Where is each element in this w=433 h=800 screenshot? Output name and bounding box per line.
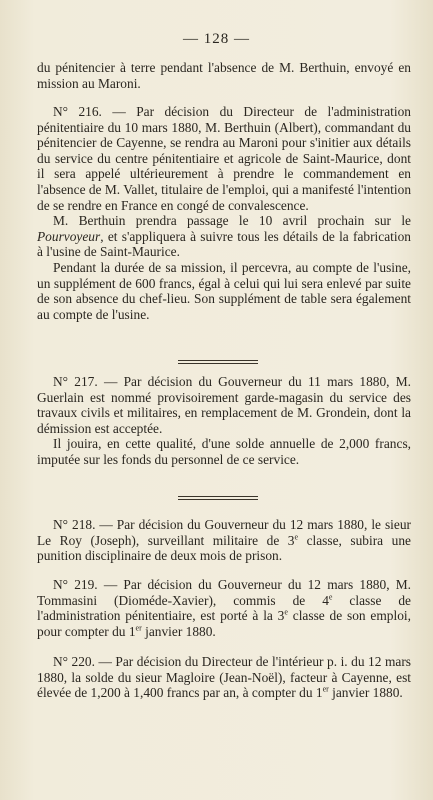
decision-218-text-b: classe, subira une punition disciplinaire de deux mois de prison. <box>37 532 411 564</box>
decision-217-para-2: Il jouira, en cette qualité, d'une solde annuelle de 2,000 francs, imputée sur les fonds du personnel de ce service. <box>37 436 411 467</box>
decision-217-para-1: N° 217. — Par décision du Gouverneur du 11 mars 1880, M. Guerlain est nommé provisoirement garde-magasin du service des travaux civils et militaires, en remplacement de M. Grondein, dont la démission est acceptée. <box>37 374 411 436</box>
decision-218-para <box>37 517 411 564</box>
decision-219-text-d: janvier 1880. <box>141 623 216 639</box>
decision-216-para-2-b: , et s'appliquera à suivre tous les détails de la fabrication à l'usine de Saint-Maurice. <box>37 228 411 260</box>
separator-rule-1 <box>178 360 258 361</box>
separator-rule-2 <box>178 496 258 497</box>
decision-218-sup: e <box>294 532 299 542</box>
decision-219-text-b: classe de l'administration pénitentiaire, est porté à la 3 <box>37 592 411 624</box>
decision-220-para <box>37 654 411 701</box>
decision-216-para-2 <box>37 213 411 260</box>
decision-219-para <box>37 577 411 639</box>
decision-217 <box>37 374 411 468</box>
decision-219-sup-3: er <box>135 623 142 633</box>
page-number: — 128 — <box>183 31 250 47</box>
decision-219-sup-1: e <box>328 592 333 602</box>
decision-216-para-1: N° 216. — Par décision du Directeur de l'administration pénitentiaire du 10 mars 1880, M. Berthuin (Albert), commandant du pénitencier de Cayenne, se rendra au Maroni pour s'initier aux détails du service du centre pénitentiaire et agricole de Saint-Maurice, dont il sera appelé ultérieurement à prendre le commandement en l'absence de M. Vallet, titulaire de l'emploi, qui a manifesté l'intention de se rendre en France en congé de convalescence. <box>37 104 412 213</box>
decision-220 <box>37 654 411 701</box>
decision-219-text-c: classe de son emploi, pour compter du 1 <box>37 608 411 639</box>
decision-216-para-3: Pendant la durée de sa mission, il percevra, au compte de l'usine, un supplément de 600 francs, égal à celui qui lui sera enlevé par suite de son absence du chef-lieu. Son supplément de table sera également au compte de l'usine. <box>37 259 411 322</box>
decision-220-sup: er <box>322 684 329 694</box>
decision-218 <box>37 517 411 564</box>
ship-name: Pourvoyeur <box>37 228 101 244</box>
decision-218-text-a: N° 218. — Par décision du Gouverneur du 12 mars 1880, le sieur Le Roy (Joseph), surveillant militaire de 3 <box>37 517 411 548</box>
decision-219 <box>37 577 411 639</box>
decision-216 <box>37 104 411 322</box>
continuation-paragraph <box>37 60 411 91</box>
continuation-text: du pénitencier à terre pendant l'absence de M. Berthuin, envoyé en mission au Maroni. <box>37 60 411 91</box>
decision-219-text-a: N° 219. — Par décision du Gouverneur du 12 mars 1880, M. Tommasini (Dioméde-Xavier), commis de 4 <box>37 577 411 608</box>
decision-216-para-2-a: M. Berthuin prendra passage le 10 avril prochain sur le <box>53 213 411 229</box>
decision-220-text-b: janvier 1880. <box>328 685 403 701</box>
decision-219-sup-2: e <box>284 607 288 617</box>
decision-220-text-a: N° 220. — Par décision du Directeur de l'intérieur p. i. du 12 mars 1880, la solde du sieur Magloire (Jean-Noël), facteur à Cayenne, est élevée de 1,200 à 1,400 francs par an, à compter du 1 <box>37 654 411 701</box>
